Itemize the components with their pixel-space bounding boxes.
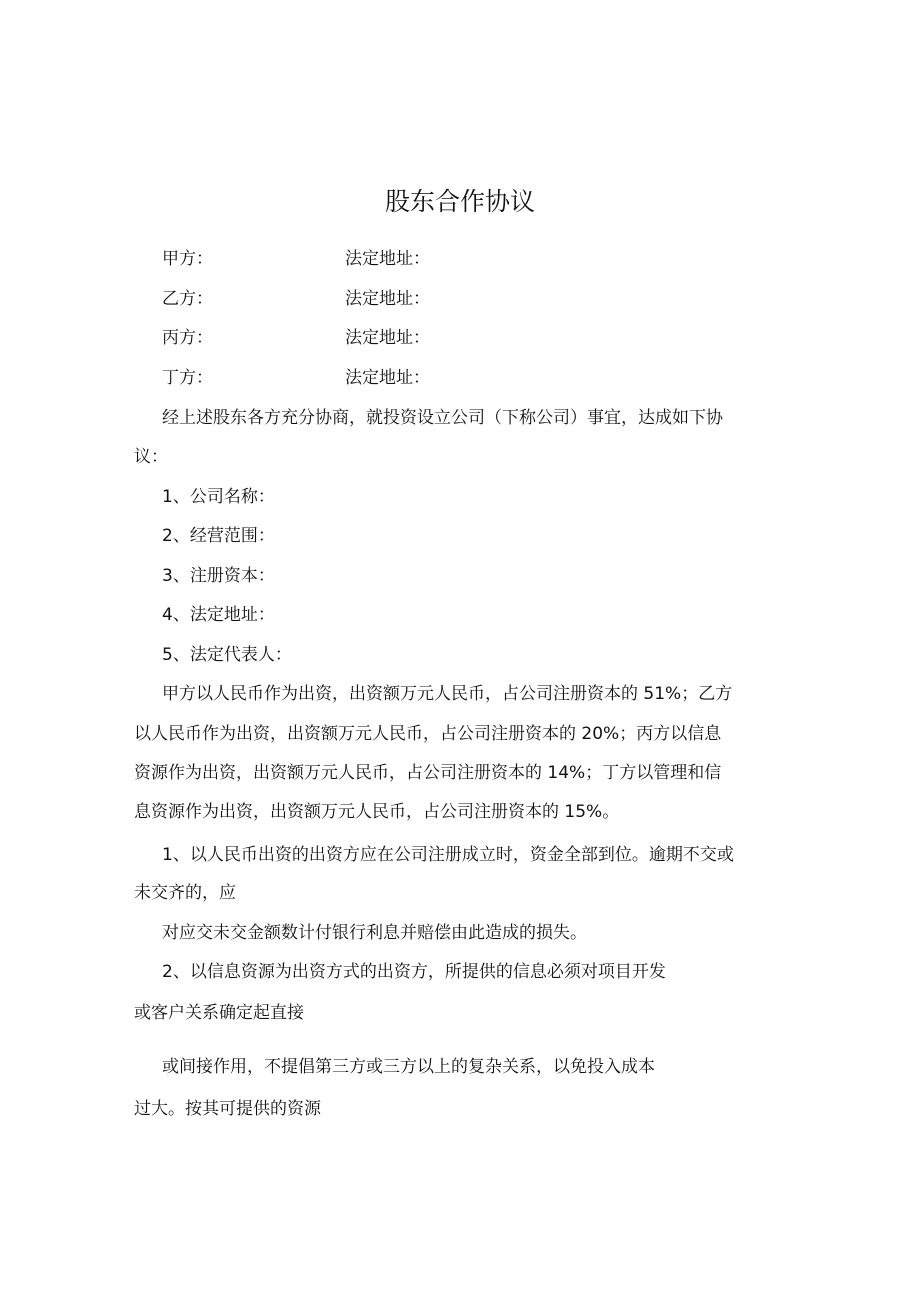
paragraph-line: 1、以人民币出资的出资方应在公司注册成立时，资金全部到位。逾期不交或 — [162, 845, 734, 865]
paragraph-line: 或客户关系确定起直接 — [134, 1003, 304, 1023]
paragraph-line: 过大。按其可提供的资源 — [134, 1099, 321, 1119]
document-title: 股东合作协议 — [384, 187, 535, 216]
paragraph-line: 对应交未交金额数计付银行利息并赔偿由此造成的损失。 — [162, 923, 587, 943]
item-company-name: 1、公司名称： — [162, 487, 275, 507]
item-business-scope: 2、经营范围： — [162, 526, 275, 546]
item-legal-address: 4、法定地址： — [162, 605, 275, 625]
party-c-address-label: 法定地址： — [345, 328, 430, 348]
item-registered-capital: 3、注册资本： — [162, 566, 275, 586]
paragraph-line: 息资源作为出资，出资额万元人民币，占公司注册资本的 15%。 — [134, 802, 620, 822]
party-b-address-label: 法定地址： — [345, 289, 430, 309]
party-c-label: 丙方： — [162, 328, 213, 348]
party-d-address-label: 法定地址： — [345, 368, 430, 388]
paragraph-line: 以人民币作为出资，出资额万元人民币，占公司注册资本的 20%；丙方以信息 — [134, 724, 722, 744]
paragraph-line: 经上述股东各方充分协商，就投资设立公司（下称公司）事宜，达成如下协 — [162, 408, 723, 428]
paragraph-line: 议： — [134, 447, 168, 467]
paragraph-line: 甲方以人民币作为出资，出资额万元人民币，占公司注册资本的 51%；乙方 — [162, 684, 733, 704]
party-b-label: 乙方： — [162, 289, 213, 309]
paragraph-line: 未交齐的，应 — [134, 883, 236, 903]
paragraph-line: 2、以信息资源为出资方式的出资方，所提供的信息必须对项目开发 — [162, 962, 666, 982]
party-d-label: 丁方： — [162, 368, 213, 388]
paragraph-line: 或间接作用，不提倡第三方或三方以上的复杂关系，以免投入成本 — [162, 1057, 655, 1077]
paragraph-line: 资源作为出资，出资额万元人民币，占公司注册资本的 14%；丁方以管理和信 — [134, 763, 722, 783]
party-a-address-label: 法定地址： — [345, 249, 430, 269]
party-a-label: 甲方： — [162, 249, 213, 269]
item-legal-representative: 5、法定代表人： — [162, 645, 292, 665]
